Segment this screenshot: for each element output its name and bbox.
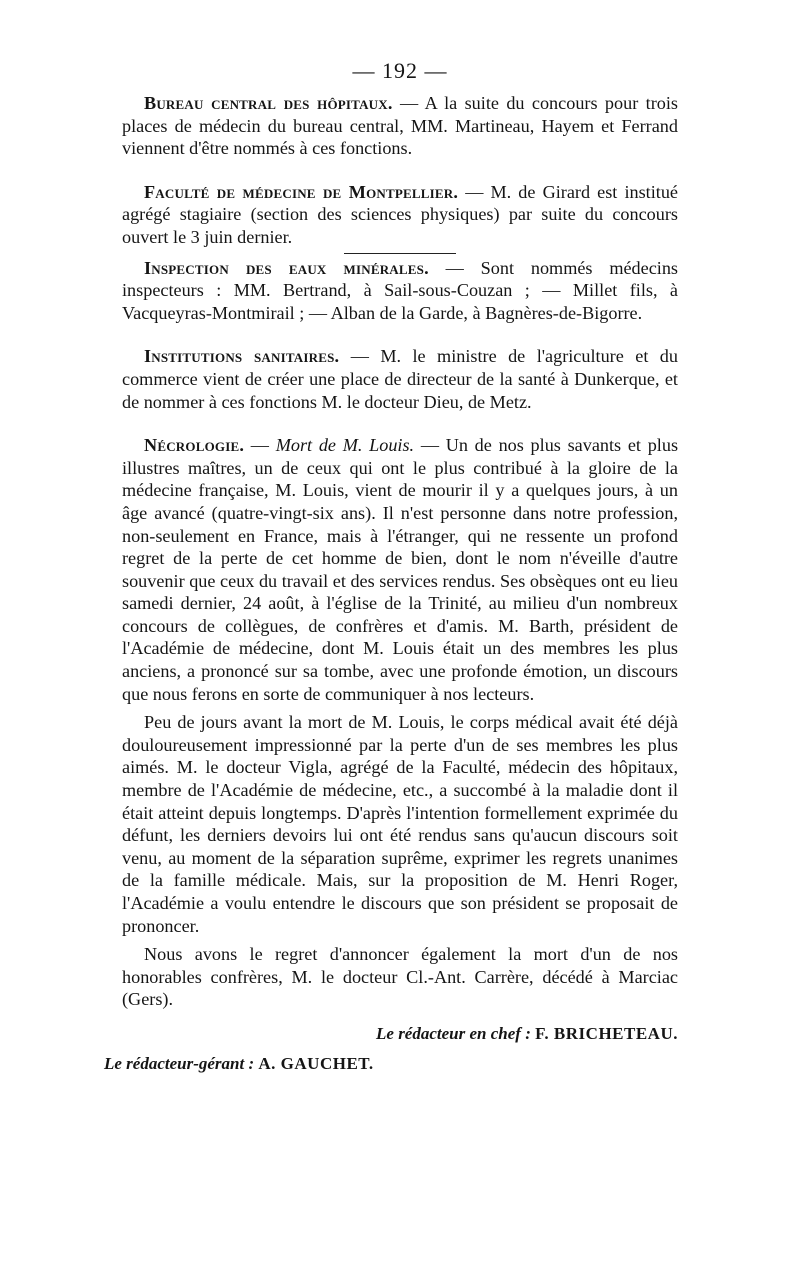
- signature-role: Le rédacteur-gérant :: [104, 1053, 255, 1073]
- section-text: — Un de nos plus savants et plus illustres maîtres, un de ceux qui ont le plus contribué à la gloire de la médecine française, M. Louis, vient de mourir il y a quelques jours, à un âge avancé (quatre-vingt-six ans). Il n'est personne dans notre profession, non-seulement en France, mais à l'étranger, qui ne ressente un profond regret de la perte de cet homme de bien, dont le nom n'éveille d'autre souvenir que ceux du travail et des services rendus. Ses obsèques ont eu lieu samedi dernier, 24 août, à l'église de la Trinité, au milieu d'un nombreux concours de collègues, de confrères et d'amis. M. Barth, président de l'Académie de médecine, dont M. Louis était un des membres les plus anciens, a prononcé sur sa tombe, avec une profonde émotion, un discours que nous ferons en sorte de communiquer à nos lecteurs.: [122, 435, 679, 704]
- section-heading: Faculté de médecine de Montpellier.: [144, 181, 459, 202]
- signature-role: Le rédacteur en chef :: [376, 1023, 531, 1043]
- necrologie-paragraph-carrere: Nous avons le regret d'annoncer également la mort d'un de nos honorables confrères, M. le docteur Cl.-Ant. Carrère, décédé à Marciac (Gers).: [122, 944, 678, 1010]
- obituary-title: Mort de M. Louis.: [275, 435, 415, 456]
- section-bureau-central: [122, 92, 678, 160]
- section-heading: Nécrologie.: [144, 435, 245, 456]
- signature-name: A. GAUCHET.: [258, 1053, 374, 1073]
- section-heading: Institutions sanitaires.: [144, 346, 340, 367]
- necrologie-paragraph-vigla: Peu de jours avant la mort de M. Louis, le corps médical avait été déjà douloureusement impressionné par la perte d'un de ses membres les plus aimés. M. le docteur Vigla, agrégé de la Faculté, médecin des hôpitaux, membre de l'Académie de médecine, etc., a succombé à la maladie dont il était atteint depuis longtemps. D'après l'intention formellement exprimée du défunt, les derniers devoirs lui ont été rendus sans qu'aucun discours soit venu, au moment de la séparation suprême, exprimer les regrets unanimes de la famille médicale. Mais, sur la proposition de M. Henri Roger, l'Académie a voulu entendre le discours que son président se proposait de prononcer.: [122, 712, 678, 936]
- section-inspection-eaux: [122, 257, 678, 325]
- section-divider: [344, 253, 456, 254]
- managing-editor-signature: [104, 1053, 678, 1075]
- page-body: [104, 92, 679, 1075]
- signature-name: F. BRICHETEAU.: [535, 1023, 678, 1043]
- section-gap: [122, 160, 678, 181]
- section-gap: [122, 413, 678, 434]
- section-text: — M. le ministre de l'agriculture et du commerce vient de créer une place de directeur de la santé à Dunkerque, et de nommer à ces fonctions M. le docteur Dieu, de Metz.: [122, 346, 678, 412]
- section-text: — Sont nommés médecins inspecteurs : MM. Bertrand, à Sail-sous-Couzan ; — Millet fils, à Vacqueyras-Montmirail ; — Alban de la Garde, à Bagnères-de-Bigorre.: [122, 257, 678, 323]
- section-gap: [122, 324, 678, 345]
- section-text: — A la suite du concours pour trois places de médecin du bureau central, MM. Martineau, Hayem et Ferrand viennent d'être nommés à ces fonctions.: [122, 93, 678, 159]
- section-faculte-montpellier: [122, 181, 678, 249]
- section-heading: Bureau central des hôpitaux.: [144, 93, 393, 113]
- section-heading: Inspection des eaux minérales.: [144, 257, 429, 278]
- section-necrologie: [122, 434, 678, 705]
- page-number: — 192 —: [352, 58, 448, 83]
- section-institutions-sanitaires: [122, 345, 678, 413]
- section-text: — M. de Girard est institué agrégé stagiaire (section des sciences physiques) par suite du concours ouvert le 3 juin dernier.: [122, 181, 678, 247]
- chief-editor-signature: [122, 1023, 678, 1045]
- section-separator: —: [244, 435, 276, 456]
